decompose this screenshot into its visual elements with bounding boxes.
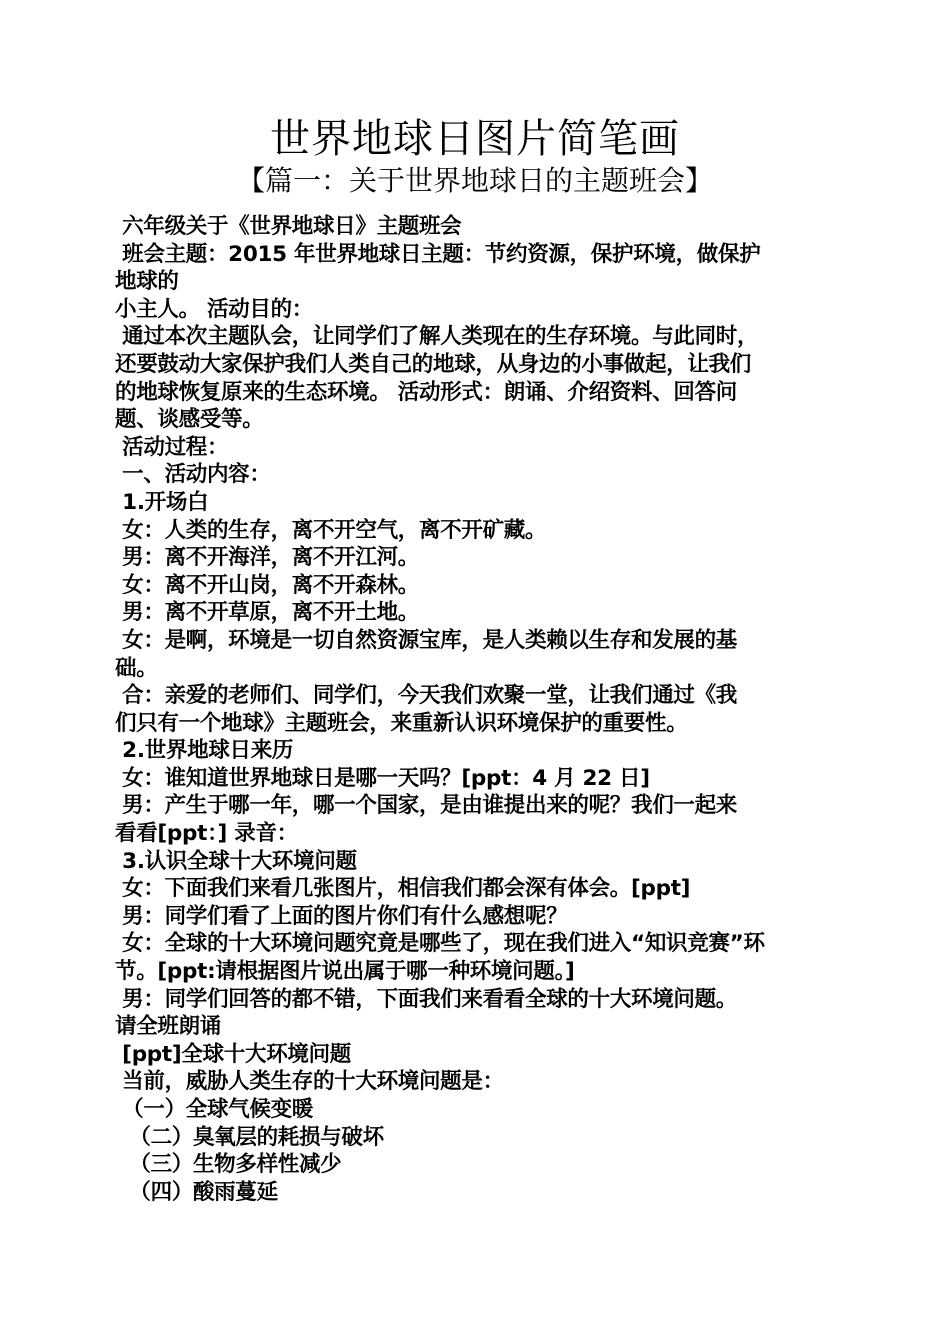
body-line: 地球的: [115, 269, 179, 295]
body-line: 男：产生于哪一年，哪一个国家，是由谁提出来的呢？我们一起来: [115, 793, 737, 819]
body-line: 女：全球的十大环境问题究竟是哪些了，现在我们进入“知识竞赛”环: [115, 931, 765, 957]
body-line: 节。[ppt:请根据图片说出属于哪一种环境问题。]: [115, 959, 575, 985]
body-line: （一）全球气候变暖: [115, 1097, 313, 1122]
body-line: 女：下面我们来看几张图片，相信我们都会深有体会。[ppt]: [115, 876, 691, 902]
body-line: 男：同学们看了上面的图片你们有什么感想呢？: [115, 903, 568, 929]
body-line: 题、谈感受等。: [115, 407, 264, 433]
body-line: 女：谁知道世界地球日是哪一天吗？[ppt：4 月 22 日]: [115, 765, 650, 791]
body-line: 合：亲爱的老师们、同学们，今天我们欢聚一堂，让我们通过《我: [115, 683, 737, 709]
body-line: （四）酸雨蔓延: [115, 1179, 278, 1205]
body-line: 还要鼓动大家保护我们人类自己的地球，从身边的小事做起，让我们: [115, 351, 752, 377]
body-line: 班会主题：2015 年世界地球日主题：节约资源，保护环境，做保护: [115, 241, 761, 267]
body-line: （二）臭氧层的耗损与破坏: [115, 1124, 384, 1150]
body-line: 请全班朗诵: [115, 1014, 222, 1040]
body-line: 看看[ppt：] 录音：: [115, 821, 298, 847]
body-line: 的地球恢复原来的生态环境。 活动形式：朗诵、介绍资料、回答问: [115, 379, 737, 405]
body-line: 础。: [115, 655, 158, 681]
document-subtitle: 【篇一：关于世界地球日的主题班会】: [236, 164, 713, 197]
body-line: 当前，威胁人类生存的十大环境问题是：: [115, 1069, 504, 1095]
body-line: 活动过程：: [115, 434, 229, 460]
body-line: 小主人。 活动目的：: [115, 296, 313, 322]
body-line: （三）生物多样性减少: [115, 1152, 342, 1178]
body-line: 男：离不开海洋，离不开江河。: [115, 545, 419, 571]
body-line: 通过本次主题队会，让同学们了解人类现在的生存环境。与此同时，: [115, 324, 759, 350]
body-line: 六年级关于《世界地球日》主题班会: [115, 214, 462, 239]
document-body: [115, 213, 835, 1206]
body-line: 1.开场白: [115, 489, 209, 515]
body-line: 女：离不开山岗，离不开森林。: [115, 572, 419, 598]
document-title: 世界地球日图片简笔画: [270, 116, 680, 162]
body-line: 们只有一个地球》主题班会，来重新认识环境保护的重要性。: [115, 710, 688, 736]
body-line: 男：离不开草原，离不开土地。: [115, 600, 419, 626]
body-line: 女：是啊，环境是一切自然资源宝库，是人类赖以生存和发展的基: [115, 627, 737, 653]
body-line: 3.认识全球十大环境问题: [115, 848, 357, 874]
body-line: [ppt]全球十大环境问题: [115, 1041, 351, 1067]
body-line: 女：人类的生存，离不开空气，离不开矿藏。: [115, 517, 547, 543]
body-line: 2.世界地球日来历: [115, 738, 294, 764]
body-line: 男：同学们回答的都不错，下面我们来看看全球的十大环境问题。: [115, 986, 737, 1012]
body-line: 一、活动内容：: [115, 462, 271, 488]
